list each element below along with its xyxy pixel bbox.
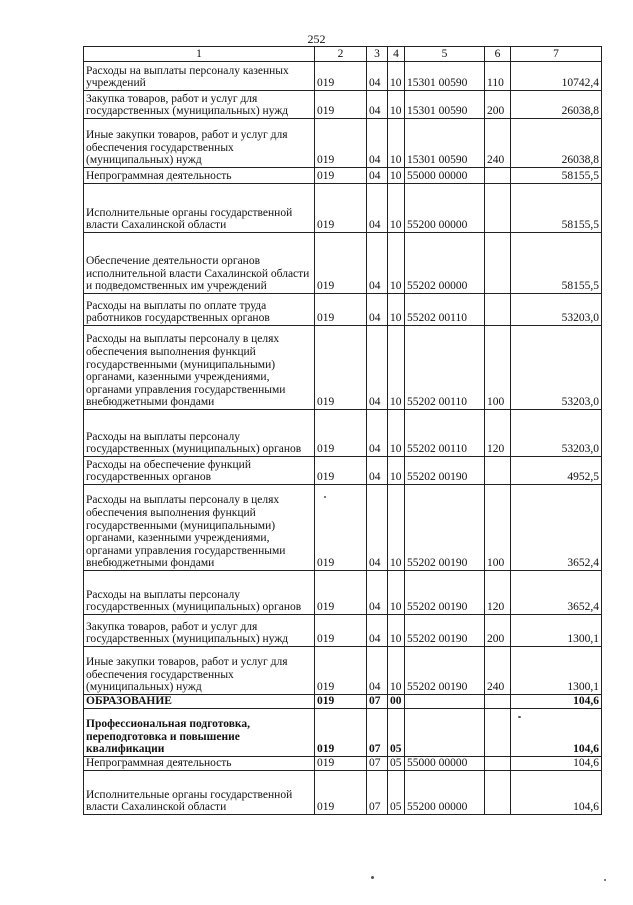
table-row: [84, 410, 602, 457]
admin-code: 019: [315, 326, 367, 410]
admin-code: 019: [315, 757, 367, 771]
amount: 104,6: [511, 771, 602, 815]
admin-code: 019: [315, 647, 367, 695]
subsection-code: 10: [388, 233, 405, 294]
expense-type: 100: [485, 326, 511, 410]
section-code: 04: [367, 62, 388, 91]
target-code: 55000 00000: [405, 757, 485, 771]
table-row: [84, 457, 602, 485]
table-row: [84, 757, 602, 771]
table-row: [84, 647, 602, 695]
table-row: [84, 709, 602, 757]
admin-code: 019: [315, 91, 367, 119]
section-code: 04: [367, 91, 388, 119]
row-name: ОБРАЗОВАНИЕ: [84, 695, 315, 709]
table-row: [84, 294, 602, 326]
column-header: 6: [485, 47, 511, 62]
subsection-code: 10: [388, 571, 405, 615]
target-code: 55202 00000: [405, 233, 485, 294]
table-row: [84, 695, 602, 709]
row-name: Расходы на выплаты персоналу в целях обеспечения выполнения функций государственными (муниципальными) органами, казенными учреждениями, органами управления государственными внебюджетными фондами: [84, 485, 315, 571]
section-code: 04: [367, 571, 388, 615]
table-row: [84, 615, 602, 647]
subsection-code: 10: [388, 485, 405, 571]
amount: 3652,4: [511, 485, 602, 571]
admin-code: 019: [315, 457, 367, 485]
admin-code: 019: [315, 571, 367, 615]
budget-rows: [84, 62, 602, 815]
scan-speck: [604, 879, 606, 881]
admin-code: 019: [315, 184, 367, 233]
column-header: 7: [511, 47, 602, 62]
subsection-code: 10: [388, 647, 405, 695]
target-code: 15301 00590: [405, 91, 485, 119]
table-row: [84, 168, 602, 184]
admin-code: 019: [315, 615, 367, 647]
admin-code: 019: [315, 62, 367, 91]
amount: 53203,0: [511, 326, 602, 410]
scan-speck: [324, 496, 326, 498]
section-code: 07: [367, 709, 388, 757]
expense-type: [485, 709, 511, 757]
expense-type: [485, 771, 511, 815]
section-code: 04: [367, 119, 388, 168]
section-code: 04: [367, 457, 388, 485]
subsection-code: 00: [388, 695, 405, 709]
amount: 104,6: [511, 709, 602, 757]
section-code: 04: [367, 647, 388, 695]
section-code: 04: [367, 326, 388, 410]
column-header: 1: [84, 47, 315, 62]
expense-type: 120: [485, 571, 511, 615]
row-name: Расходы на выплаты персоналу в целях обеспечения выполнения функций государственными (муниципальными) органами, казенными учреждениями, органами управления государственными внебюджетными фондами: [84, 326, 315, 410]
row-name: Иные закупки товаров, работ и услуг для обеспечения государственных (муниципальных) нужд: [84, 119, 315, 168]
target-code: 55202 00190: [405, 571, 485, 615]
subsection-code: 10: [388, 168, 405, 184]
target-code: 55202 00190: [405, 457, 485, 485]
row-name: Иные закупки товаров, работ и услуг для обеспечения государственных (муниципальных) нужд: [84, 647, 315, 695]
target-code: 15301 00590: [405, 119, 485, 168]
expense-type: 200: [485, 91, 511, 119]
budget-table: [83, 46, 602, 815]
row-name: Непрограммная деятельность: [84, 757, 315, 771]
row-name: Обеспечение деятельности органов исполнительной власти Сахалинской области и подведомственных им учреждений: [84, 233, 315, 294]
expense-type: [485, 695, 511, 709]
admin-code: 019: [315, 168, 367, 184]
table-row: [84, 485, 602, 571]
expense-type: 200: [485, 615, 511, 647]
admin-code: 019: [315, 695, 367, 709]
row-name: Расходы на выплаты по оплате труда работников государственных органов: [84, 294, 315, 326]
section-code: 07: [367, 757, 388, 771]
column-header: 4: [388, 47, 405, 62]
amount: 104,6: [511, 757, 602, 771]
expense-type: [485, 457, 511, 485]
subsection-code: 10: [388, 457, 405, 485]
subsection-code: 05: [388, 709, 405, 757]
expense-type: 240: [485, 647, 511, 695]
table-row: [84, 119, 602, 168]
row-name: Расходы на обеспечение функций государственных органов: [84, 457, 315, 485]
subsection-code: 10: [388, 62, 405, 91]
row-name: Исполнительные органы государственной власти Сахалинской области: [84, 184, 315, 233]
section-code: 04: [367, 485, 388, 571]
amount: 26038,8: [511, 91, 602, 119]
expense-type: [485, 184, 511, 233]
table-row: [84, 771, 602, 815]
target-code: 55202 00110: [405, 410, 485, 457]
row-name: Профессиональная подготовка, переподготовка и повышение квалификации: [84, 709, 315, 757]
row-name: Закупка товаров, работ и услуг для государственных (муниципальных) нужд: [84, 615, 315, 647]
amount: 58155,5: [511, 184, 602, 233]
column-header: 5: [405, 47, 485, 62]
amount: 3652,4: [511, 571, 602, 615]
column-header: 2: [315, 47, 367, 62]
scan-speck: [518, 716, 521, 718]
admin-code: 019: [315, 485, 367, 571]
amount: 58155,5: [511, 233, 602, 294]
row-name: Закупка товаров, работ и услуг для государственных (муниципальных) нужд: [84, 91, 315, 119]
admin-code: 019: [315, 294, 367, 326]
admin-code: 019: [315, 119, 367, 168]
amount: 58155,5: [511, 168, 602, 184]
amount: 53203,0: [511, 410, 602, 457]
row-name: Расходы на выплаты персоналу казенных учреждений: [84, 62, 315, 91]
row-name: Расходы на выплаты персоналу государственных (муниципальных) органов: [84, 410, 315, 457]
subsection-code: 10: [388, 119, 405, 168]
amount: 53203,0: [511, 294, 602, 326]
section-code: 04: [367, 168, 388, 184]
admin-code: 019: [315, 233, 367, 294]
subsection-code: 05: [388, 771, 405, 815]
table-row: [84, 62, 602, 91]
column-header-row: [84, 47, 602, 62]
amount: 1300,1: [511, 615, 602, 647]
target-code: 55000 00000: [405, 168, 485, 184]
amount: 4952,5: [511, 457, 602, 485]
row-name: Исполнительные органы государственной власти Сахалинской области: [84, 771, 315, 815]
amount: 104,6: [511, 695, 602, 709]
expense-type: [485, 233, 511, 294]
target-code: 55200 00000: [405, 184, 485, 233]
target-code: [405, 709, 485, 757]
expense-type: [485, 168, 511, 184]
section-code: 04: [367, 233, 388, 294]
admin-code: 019: [315, 709, 367, 757]
target-code: 55202 00190: [405, 647, 485, 695]
section-code: 04: [367, 615, 388, 647]
section-code: 07: [367, 771, 388, 815]
column-header: 3: [367, 47, 388, 62]
amount: 26038,8: [511, 119, 602, 168]
section-code: 04: [367, 410, 388, 457]
target-code: 55202 00190: [405, 485, 485, 571]
expense-type: [485, 757, 511, 771]
section-code: 04: [367, 184, 388, 233]
amount: 10742,4: [511, 62, 602, 91]
subsection-code: 10: [388, 184, 405, 233]
target-code: 55200 00000: [405, 771, 485, 815]
expense-type: 110: [485, 62, 511, 91]
row-name: Расходы на выплаты персоналу государственных (муниципальных) органов: [84, 571, 315, 615]
table-row: [84, 91, 602, 119]
subsection-code: 10: [388, 615, 405, 647]
table-row: [84, 571, 602, 615]
target-code: 15301 00590: [405, 62, 485, 91]
target-code: 55202 00110: [405, 326, 485, 410]
expense-type: 120: [485, 410, 511, 457]
admin-code: 019: [315, 771, 367, 815]
admin-code: 019: [315, 410, 367, 457]
section-code: 04: [367, 294, 388, 326]
subsection-code: 05: [388, 757, 405, 771]
subsection-code: 10: [388, 91, 405, 119]
target-code: 55202 00110: [405, 294, 485, 326]
target-code: [405, 695, 485, 709]
table-row: [84, 184, 602, 233]
table-row: [84, 326, 602, 410]
table-row: [84, 233, 602, 294]
expense-type: 100: [485, 485, 511, 571]
section-code: 07: [367, 695, 388, 709]
subsection-code: 10: [388, 410, 405, 457]
target-code: 55202 00190: [405, 615, 485, 647]
subsection-code: 10: [388, 294, 405, 326]
expense-type: 240: [485, 119, 511, 168]
amount: 1300,1: [511, 647, 602, 695]
subsection-code: 10: [388, 326, 405, 410]
scan-speck: [371, 876, 374, 879]
row-name: Непрограммная деятельность: [84, 168, 315, 184]
expense-type: [485, 294, 511, 326]
page-number: 252: [307, 32, 326, 46]
